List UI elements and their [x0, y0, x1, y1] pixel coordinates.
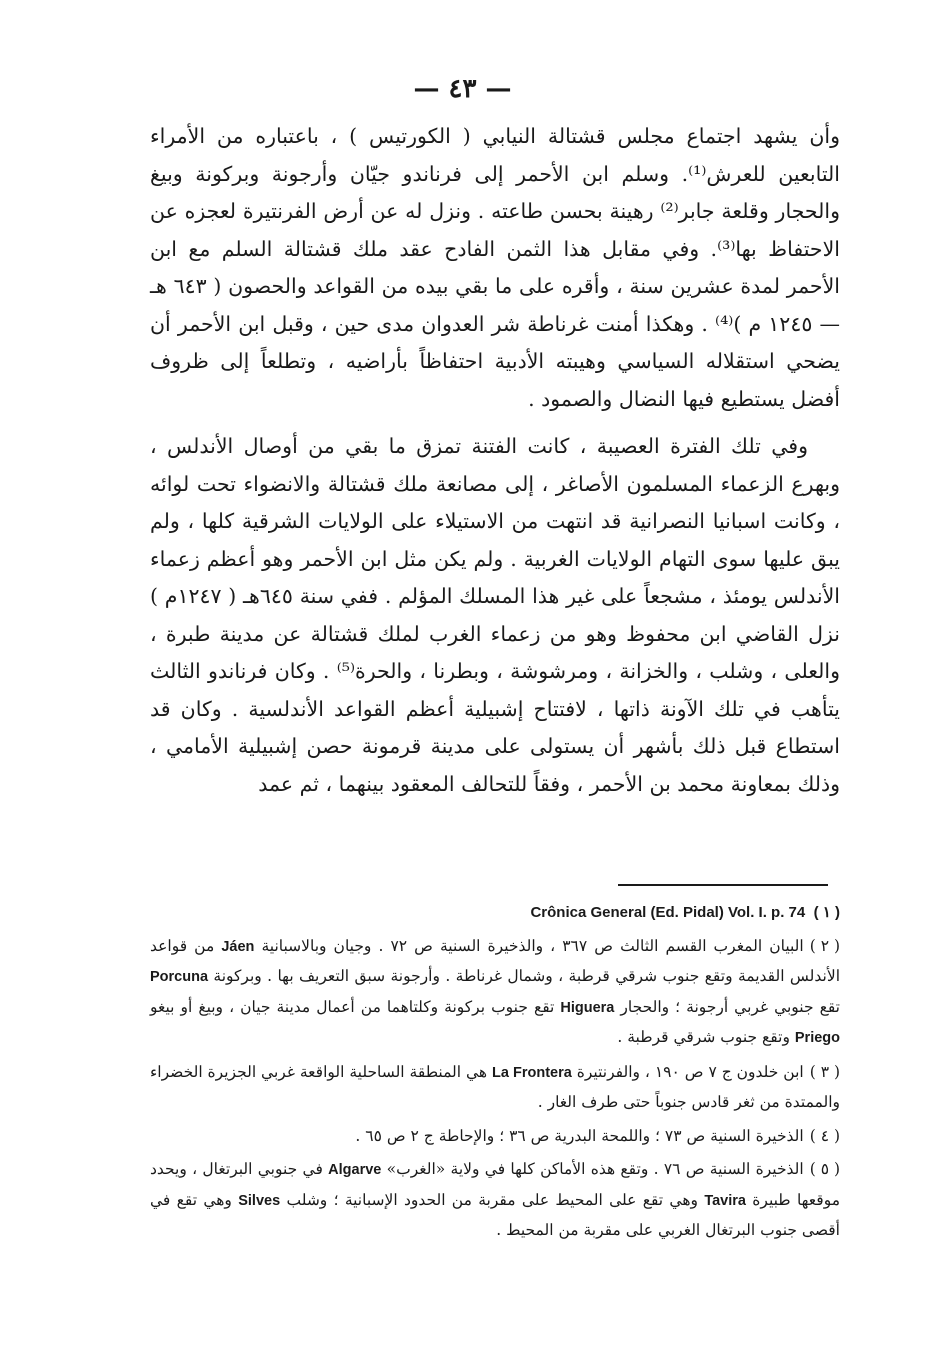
footnote-4-text: الذخيرة السنية ص ٧٣ ؛ واللمحة البدرية ص ٣٦ ؛ والإحاطة ج ٢ ص ٦٥ . [355, 1126, 804, 1145]
footnote-2-text-d: تقع جنوب بركونة وكلتاهما من أعمال مدينة جيان ، وبيغ أو بيغو [150, 997, 555, 1016]
footnote-2-number: ( ٢ ) [809, 936, 841, 955]
footnote-2-text-a: البيان المغرب القسم الثالث ص ٣٦٧ ، والذخيرة السنية ص ٧٢ . وجيان وبالاسبانية [261, 936, 804, 955]
main-text [150, 118, 840, 803]
paragraph-1: وأن يشهد اجتماع مجلس قشتالة النيابي ( الكورتيس ) ، باعتباره من الأمراء التابعين للعرش⁽¹⁾. وسلم ابن الأحمر إلى فرناندو جيّان وأرجونة وبركونة وبيغ والحجار وقلعة جابر⁽²⁾ رهينة بحسن طاعته . ونزل له عن أرض الفرنتيرة لعجزه عن الاحتفاظ بها⁽³⁾. وفي مقابل هذا الثمن الفادح عقد ملك قشتالة السلم مع ابن الأحمر لمدة عشرين سنة ، وأقره على ما بقي بيده من القواعد والحصون ( ٦٤٣ هـ — ١٢٤٥ م )⁽⁴⁾ . وهكذا أمنت غرناطة شر العدوان مدى حين ، وقبل ابن الأحمر أن يضحي استقلاله السياسي وهيبته الأدبية احتفاظاً بأراضيه ، وتطلعاً إلى ظروف أفضل يستطيع فيها النضال والصمود . [150, 124, 840, 411]
footnote-1 [150, 898, 840, 928]
footnote-1-number: ( ١ ) [813, 904, 840, 921]
footnote-2 [150, 932, 840, 1054]
footnote-2-latin-jaen: Jáen [221, 938, 255, 955]
footnote-3-text-b: هي المنطقة الساحلية الواقعة غربي الجزيرة الخضراء والممتدة من ثغر قادس جنوباً حتى طرف الغار . [150, 1062, 840, 1111]
footnote-1-text: Crônica General (Ed. Pidal) Vol. I. p. 74 [530, 904, 806, 921]
footnote-5-number: ( ٥ ) [809, 1160, 840, 1178]
footnote-5-latin-tavira: Tavira [704, 1192, 746, 1209]
footnote-2-text-e: وتقع جنوب شرقي قرطبة . [617, 1028, 790, 1046]
paragraph-2: وفي تلك الفترة العصيبة ، كانت الفتنة تمزق ما بقي من أوصال الأندلس ، وبهرع الزعماء المسلمون الأصاغر ، إلى مصانعة ملك قشتالة والانضواء تحت لوائه ، وكانت اسبانيا النصرانية قد انتهت من الاستيلاء على الولايات الشرقية كلها ، ولم يبق عليها سوى التهام الولايات الغربية . ولم يكن مثل ابن الأحمر وهو أعظم زعماء الأندلس يومئذ ، مشجعاً على غير هذا المسلك المؤلم . ففي سنة ٦٤٥هـ ( ١٢٤٧م ) نزل القاضي ابن محفوظ وهو من زعماء الغرب لملك قشتالة عن مدينة طبرة ، والعلى ، وشلب ، والخزانة ، ومرشوشة ، وبطرنا ، والحرة⁽⁵⁾ . وكان فرناندو الثالث يتأهب في تلك الآونة ذاتها ، لافتتاح إشبيلية أعظم القواعد الأندلسية . وكان قد استطاع قبل ذلك بأشهر أن يستولى على مدينة قرمونة حصن إشبيلية الأمامي ، وذلك بمعاونة محمد بن الأحمر ، وفقاً للتحالف المعقود بينهما ، ثم عمد [150, 434, 840, 796]
footnote-4-number: ( ٤ ) [809, 1126, 840, 1145]
footnote-3-latin-la-frontera: La Frontera [492, 1064, 572, 1081]
footnotes [150, 898, 840, 1246]
footnote-3 [150, 1058, 840, 1118]
footnote-2-latin-higuera: Higuera [560, 999, 615, 1016]
footnote-2-latin-priego: Priego [794, 1030, 840, 1046]
footnote-2-latin-porcuna: Porcuna [150, 969, 209, 985]
footnote-5-text-c: وهي تقع على المحيط على مقربة من الحدود الإسبانية ؛ وشلب [286, 1190, 698, 1209]
footnote-5-text-d: وهي تقع في أقصى جنوب البرتغال الغربي على مقربة من المحيط . [150, 1190, 840, 1239]
footnote-separator [618, 884, 828, 886]
footnote-5-latin-algarve: Algarve [328, 1162, 382, 1178]
footnote-5-text-a: الذخيرة السنية ص ٧٦ . وتقع هذه الأماكن كلها في ولاية «الغرب» [386, 1160, 804, 1178]
footnote-5-text-b: في جنوبي البرتغال ، ويحدد موقعها طبيرة [150, 1160, 841, 1209]
footnote-2-text-b: من قواعد الأندلس القديمة وتقع جنوب شرقي قرطبة ، وشمال غرناطة . وأرجونة سبق التعريف بها . وبركونة [150, 936, 840, 985]
page-number: — ٤٣ — [413, 74, 512, 104]
footnote-5-latin-silves: Silves [238, 1192, 281, 1209]
footnote-4 [150, 1122, 840, 1152]
footnote-2-text-c: تقع جنوبي غربي أرجونة ؛ والحجار [620, 997, 840, 1016]
footnote-3-text-a: ابن خلدون ج ٧ ص ١٩٠ ، والفرنتيرة [576, 1062, 804, 1081]
footnote-5 [150, 1155, 840, 1246]
footnote-3-number: ( ٣ ) [809, 1062, 840, 1081]
